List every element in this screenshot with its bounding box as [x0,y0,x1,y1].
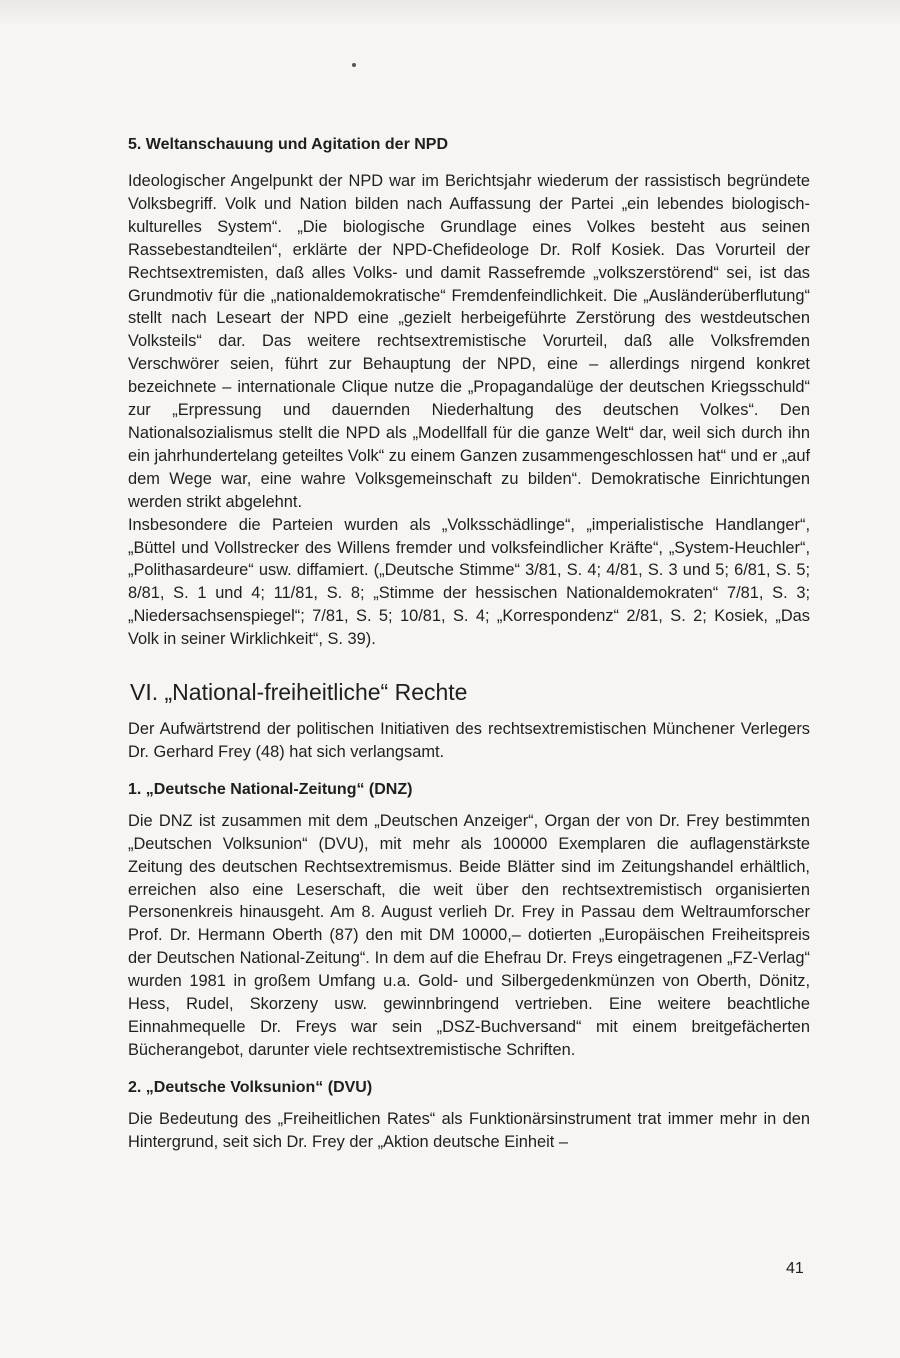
section-5-paragraph-1: Ideologischer Angelpunkt der NPD war im Berichtsjahr wiederum der rassistisch begründete Volksbegriff. Volk und Nation bilden nach Auffassung der Partei „ein lebendes biologisch-kulturelles System“. „Die biologische Grundlage eines Volkes besteht aus seinen Rassebestandteilen“, erklärte der NPD-Chefideologe Dr. Rolf Kosiek. Das Vorurteil der Rechtsextremisten, daß alles Volks- und damit Rassefremde „volkszerstörend“ sei, ist das Grundmotiv für die „nationaldemokratische“ Fremdenfeindlichkeit. Die „Ausländerüberflutung“ stellt nach Leseart der NPD eine „gezielt herbeigeführte Zerstörung des westdeutschen Volksteils“ dar. Das weitere rechtsextremistische Vorurteil, daß alle Volksfremden Verschwörer seien, führt zur Behauptung der NPD, eine – allerdings nirgend konkret bezeichnete – internationale Clique nutze die „Propagandalüge der deutschen Kriegsschuld“ zur „Erpressung und dauernden Niederhaltung des deutschen Volkes“. Den Nationalsozialismus stellt die NPD als „Modellfall für die ganze Welt“ dar, weil sich durch ihn ein jahrhundertelang geteiltes Volk“ zu einem Ganzen zusammengeschlossen hat“ und er „auf dem Wege war, eine wahre Volksgemeinschaft zu bilden“. Demokratische Einrichtungen werden strikt abgelehnt. [128,172,810,511]
section-2-heading: 2. „Deutsche Volksunion“ (DVU) [128,1078,373,1096]
page-content [128,135,810,1154]
chapter-6-heading: VI. „National-freiheitliche“ Rechte [130,679,468,706]
speck-mark [352,63,356,67]
chapter-6-intro: Der Aufwärtstrend der politischen Initiativen des rechtsextremistischen Münchener Verlegers Dr. Gerhard Frey (48) hat sich verlangsamt. [128,720,810,761]
section-1-paragraph: Die DNZ ist zusammen mit dem „Deutschen Anzeiger“, Organ der von Dr. Frey bestimmten „Deutschen Volksunion“ (DVU), mit mehr als 100000 Exemplaren die auflagenstärkste Zeitung des deutschen Rechtsextremismus. Beide Blätter sind im Zeitungshandel erhältlich, erreichen also eine Leserschaft, die weit über den rechtsextremistisch organisierten Personenkreis hinausgeht. Am 8. August verlieh Dr. Frey in Passau dem Weltraumforscher Prof. Dr. Hermann Oberth (87) den mit DM 10000,– dotierten „Europäischen Freiheitspreis der Deutschen National-Zeitung“. In dem auf die Ehefrau Dr. Freys eingetragenen „FZ-Verlag“ wurden 1981 in großem Umfang u.a. Gold- und Silbergedenkmünzen von Oberth, Dönitz, Hess, Rudel, Skorzeny usw. gewinnbringend vertrieben. Eine weitere beachtliche Einnahmequelle Dr. Freys war sein „DSZ-Buchversand“ mit einem breitgefächerten Bücherangebot, darunter viele rechtsextremistische Schriften. [128,811,810,1059]
section-1-heading: 1. „Deutsche National-Zeitung“ (DNZ) [128,780,413,798]
page-number: 41 [786,1260,804,1277]
scan-edge [0,0,900,26]
section-5-paragraph-2: Insbesondere die Parteien wurden als „Volksschädlinge“, „imperialistische Handlanger“, „Büttel und Vollstrecker des Willens fremder und volksfeindlicher Kräfte“, „System-Heuchler“, „Polithasardeure“ usw. diffamiert. („Deutsche Stimme“ 3/81, S. 4; 4/81, S. 3 und 5; 6/81, S. 5; 8/81, S. 1 und 4; 11/81, S. 8; „Stimme der hessischen Nationaldemokraten“ 7/81, S. 3; „Niedersachsenspiegel“; 7/81, S. 5; 10/81, S. 4; „Korrespondenz“ 2/81, S. 2; Kosiek, „Das Volk in seiner Wirklichkeit“, S. 39). [128,515,810,649]
section-5-heading: 5. Weltanschauung und Agitation der NPD [128,136,449,153]
section-2-paragraph: Die Bedeutung des „Freiheitlichen Rates“ als Funktionärsinstrument trat immer mehr in den Hintergrund, seit sich Dr. Frey der „Aktion deutsche Einheit – [128,1109,810,1151]
